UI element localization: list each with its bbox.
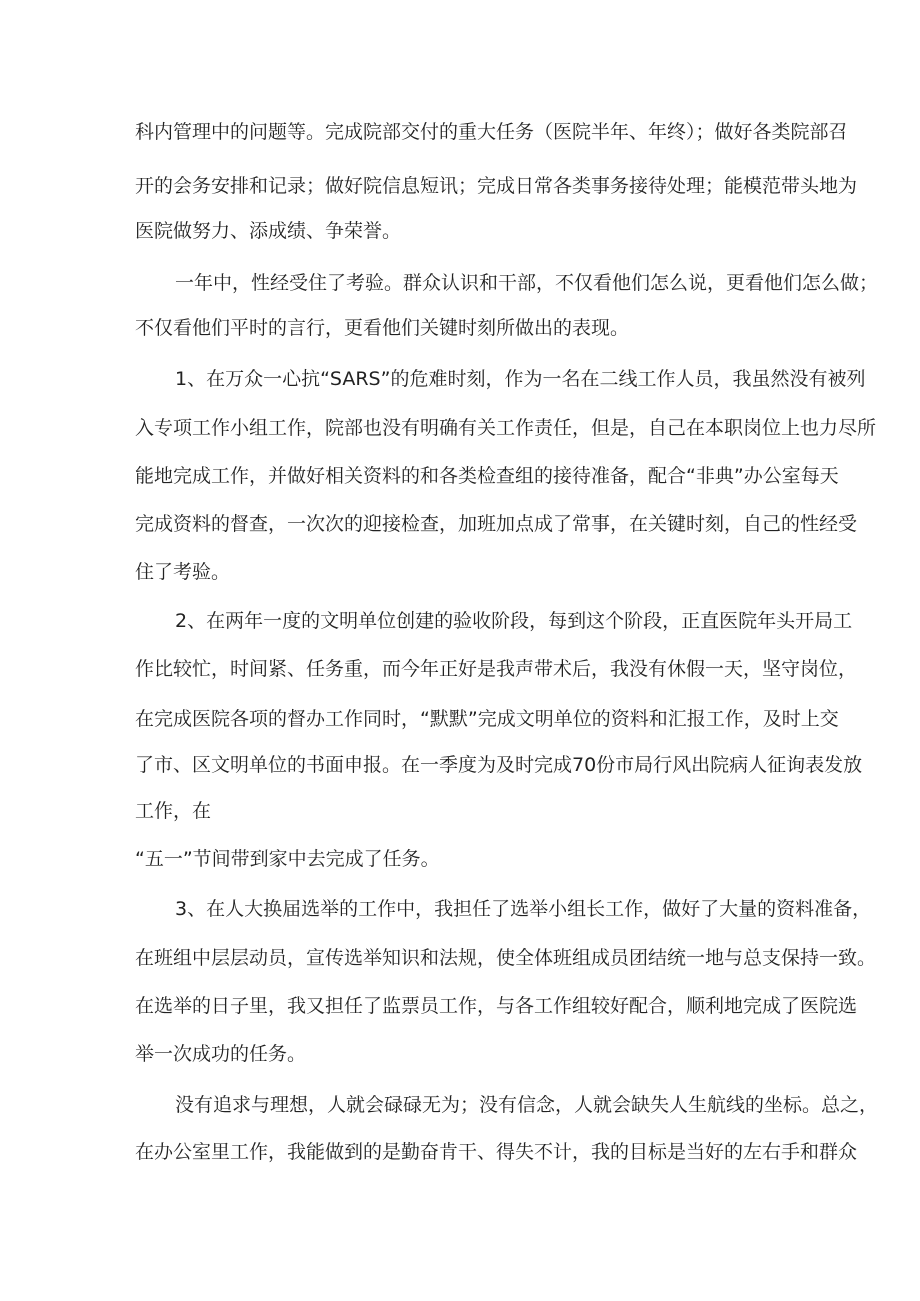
text-line: 住了考验。 (135, 561, 231, 583)
text-line: 不仅看他们平时的言行，更看他们关键时刻所做出的表现。 (135, 317, 630, 339)
text-line: 没有追求与理想，人就会碌碌无为；没有信念，人就会缺失人生航线的坐标。总之， (175, 1094, 879, 1116)
text-line: 了市、区文明单位的书面申报。在一季度为及时完成70份市局行风出院病人征询表发放 (135, 754, 863, 776)
text-line: 入专项工作小组工作，院部也没有明确有关工作责任，但是，自己在本职岗位上也力尽所 (135, 417, 877, 439)
text-line: 医院做努力、添成绩、争荣誉。 (135, 220, 402, 242)
text-line: 作比较忙，时间紧、任务重，而今年正好是我声带术后，我没有休假一天，坚守岗位， (135, 658, 858, 680)
text-line: 在完成医院各项的督办工作同时，“默默”完成文明单位的资料和汇报工作，及时上交 (135, 708, 839, 730)
text-line: “五一”节间带到家中去完成了任务。 (135, 848, 440, 870)
text-line: 在选举的日子里，我又担任了监票员工作，与各工作组较好配合，顺利地完成了医院选 (135, 995, 858, 1017)
text-line: 在办公室里工作，我能做到的是勤奋肯干、得失不计，我的目标是当好的左右手和群众 (135, 1141, 858, 1163)
text-line: 开的会务安排和记录；做好院信息短讯；完成日常各类事务接待处理；能模范带头地为 (135, 175, 858, 197)
text-line: 一年中，性经受住了考验。群众认识和干部，不仅看他们怎么说，更看他们怎么做； (175, 272, 879, 294)
text-line: 完成资料的督查，一次次的迎接检查，加班加点成了常事，在关键时刻，自己的性经受 (135, 513, 858, 535)
text-line: 工作，在 (135, 800, 212, 822)
text-line: 能地完成工作，并做好相关资料的和各类检查组的接待准备，配合“非典”办公室每天 (135, 465, 839, 487)
text-line: 1、在万众一心抗“SARS”的危难时刻，作为一名在二线工作人员，我虽然没有被列 (175, 368, 866, 390)
text-line: 举一次成功的任务。 (135, 1043, 307, 1065)
text-line: 2、在两年一度的文明单位创建的验收阶段，每到这个阶段，正直医院年头开局工 (175, 610, 853, 632)
text-line: 科内管理中的问题等。完成院部交付的重大任务（医院半年、年终）；做好各类院部召 (135, 121, 848, 143)
text-line: 3、在人大换届选举的工作中，我担任了选举小组长工作，做好了大量的资料准备， (175, 898, 872, 920)
text-line: 在班组中层层动员，宣传选举知识和法规，使全体班组成员团结统一地与总支保持一致。 (135, 947, 877, 969)
